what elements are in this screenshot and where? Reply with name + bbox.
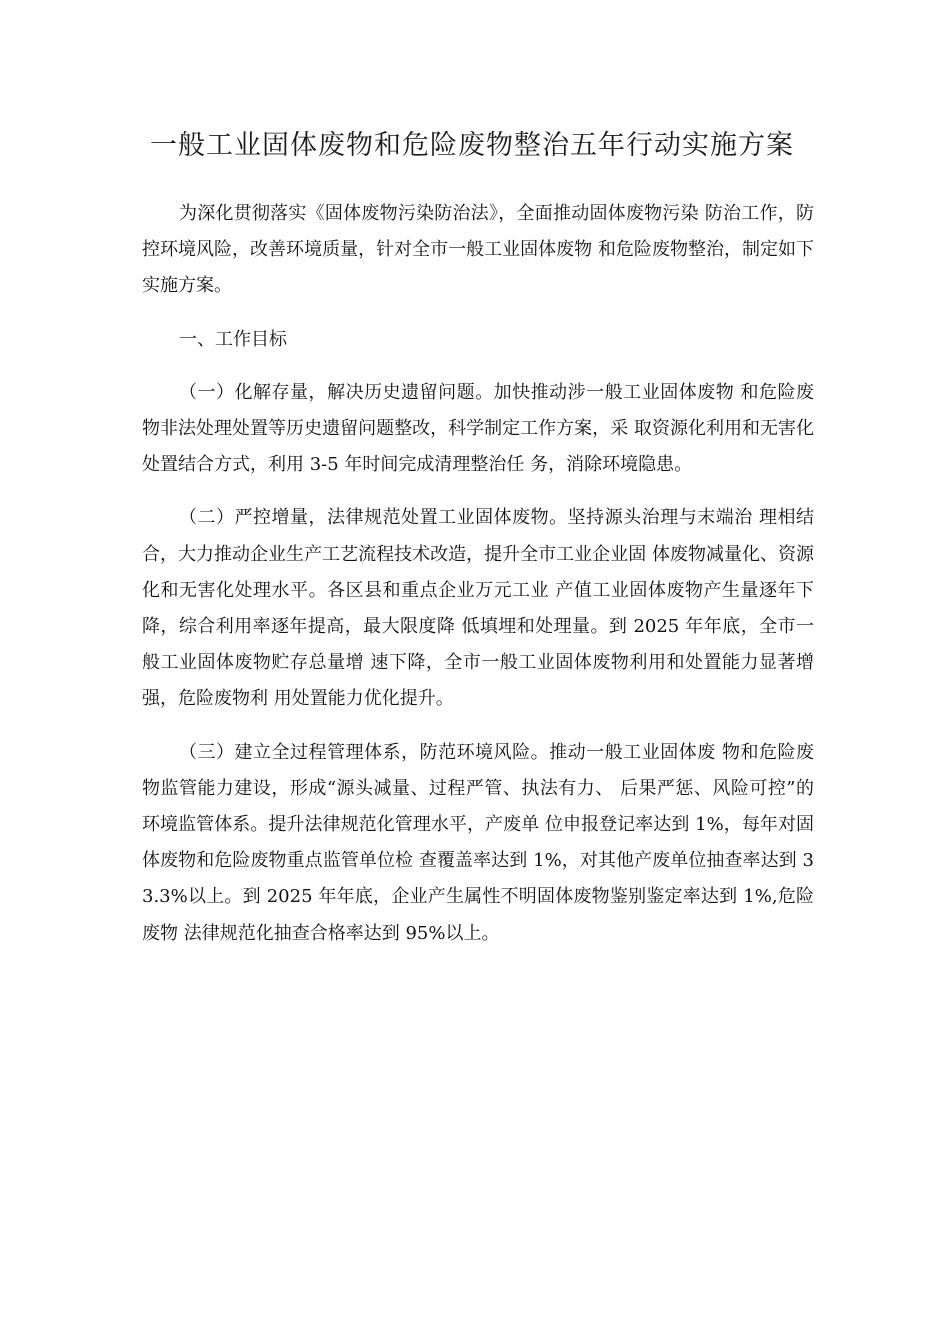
document-title: 一般工业固体废物和危险废物整治五年行动实施方案 xyxy=(150,130,794,161)
intro-paragraph: 为深化贯彻落实《固体废物污染防治法》，全面推动固体废物污染 防治工作，防控环境风险，改善环境质量，针对全市一般工业固体废物 和危险废物整治，制定如下实施方案。 xyxy=(142,203,814,297)
document-body xyxy=(142,196,814,952)
goal-paragraph-1: （一）化解存量，解决历史遗留问题。加快推动涉一般工业固体废物 和危险废物非法处理处置等历史遗留问题整改，科学制定工作方案，采 取资源化利用和无害化处置结合方式，利用 3-5 年时间完成清理整治任 务，消除环境隐患。 xyxy=(142,381,814,476)
goal-paragraph-2: （二）严控增量，法律规范处置工业固体废物。坚持源头治理与末端治 理相结合，大力推动企业生产工艺流程技术改造，提升全市工业企业固 体废物减量化、资源化和无害化处理水平。各区县和重点企业万元工业 产值工业固体废物产生量逐年下降，综合利用率逐年提高，最大限度降 低填埋和处理量。到 2025 年年底，全市一般工业固体废物贮存总量增 速下降，全市一般工业固体废物利用和处置能力显著增强，危险废物利 用处置能力优化提升。 xyxy=(142,507,814,710)
section-heading-goals: 一、工作目标 xyxy=(179,328,287,350)
goal-paragraph-3: （三）建立全过程管理体系，防范环境风险。推动一般工业固体废 物和危险废物监管能力建设，形成“源头减量、过程严管、执法有力、 后果严惩、风险可控”的环境监管体系。提升法律规范化管理水平，产废单 位申报登记率达到 1%，每年对固体废物和危险废物重点监管单位检 查覆盖率达到 1%，对其他产废单位抽查率达到 33.3%以上。到 2025 年年底，企业产生属性不明固体废物鉴别鉴定率达到 1%,危险废物 法律规范化抽查合格率达到 95%以上。 xyxy=(142,741,814,944)
